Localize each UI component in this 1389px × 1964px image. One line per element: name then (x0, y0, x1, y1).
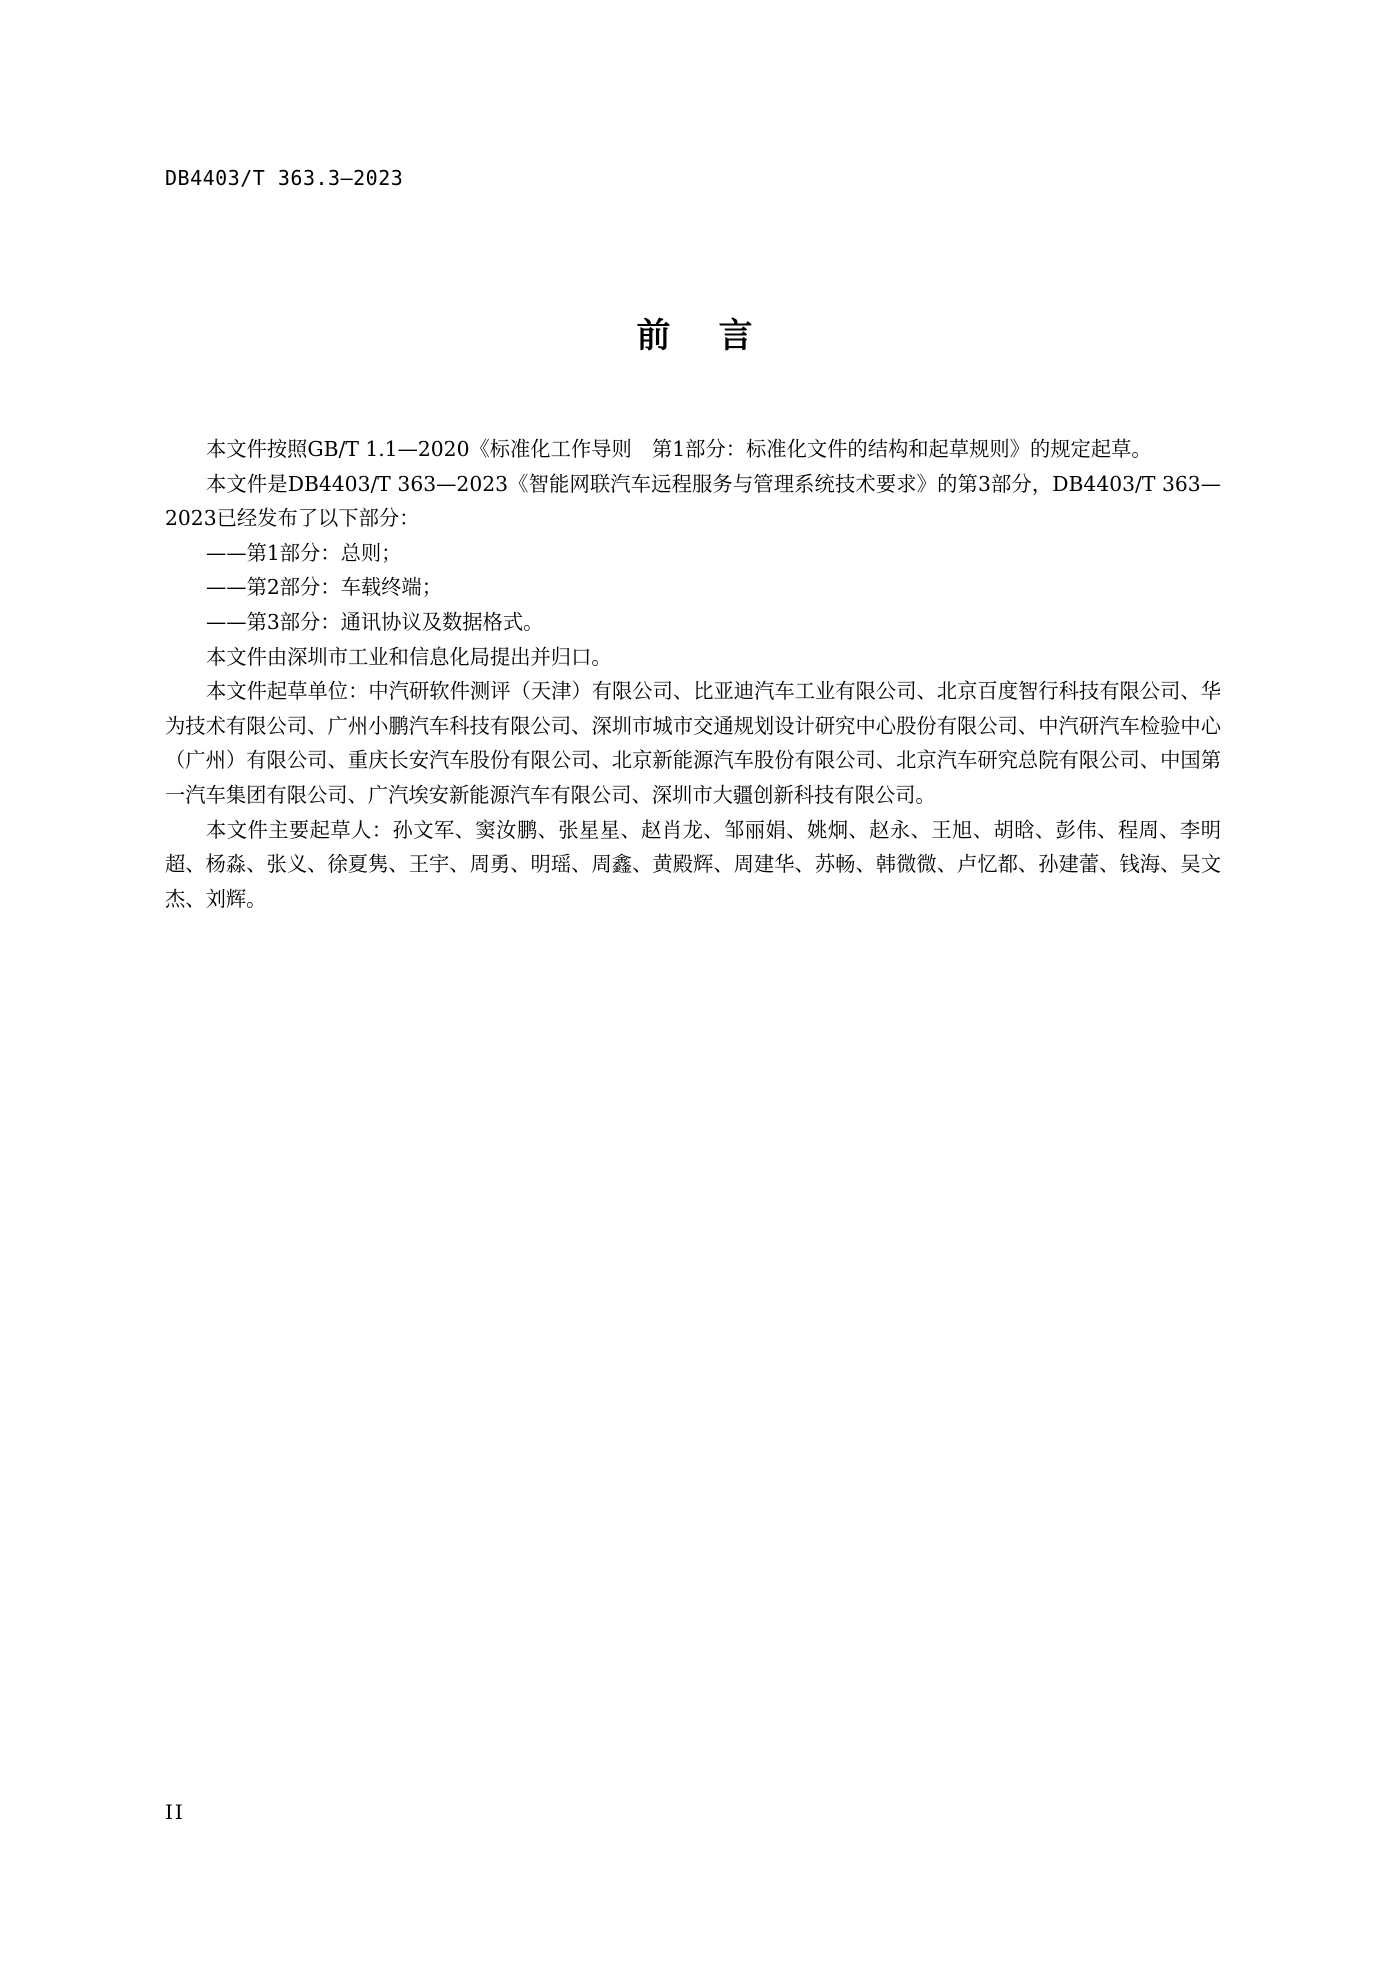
page-number: II (165, 1800, 185, 1824)
foreword-body (165, 432, 1221, 916)
paragraph-drafters: 本文件主要起草人：孙文军、窦汝鹏、张星星、赵肖龙、邹丽娟、姚炯、赵永、王旭、胡晗、彭伟、程周、李明超、杨淼、张义、徐夏隽、王宇、周勇、明瑶、周鑫、黄殿辉、周建华、苏畅、韩微微、卢忆都、孙建蕾、钱海、吴文杰、刘辉。 (165, 817, 1221, 911)
document-code: DB4403/T 363.3—2023 (165, 166, 404, 190)
list-item-part-1: ——第1部分：总则； (206, 540, 402, 565)
list-item-part-3: ——第3部分：通讯协议及数据格式。 (206, 609, 544, 634)
paragraph-proposer: 本文件由深圳市工业和信息化局提出并归口。 (206, 644, 612, 669)
paragraph-drafting-rules: 本文件按照GB/T 1.1—2020《标准化工作导则 第1部分：标准化文件的结构和起草规则》的规定起草。 (206, 437, 1152, 461)
page-title: 前言 (636, 316, 801, 356)
paragraph-parts-intro: 本文件是DB4403/T 363—2023《智能网联汽车远程服务与管理系统技术要求》的第3部分，DB4403/T 363—2023已经发布了以下部分： (165, 471, 1221, 531)
list-item-part-2: ——第2部分：车载终端； (206, 575, 442, 600)
paragraph-drafting-units: 本文件起草单位：中汽研软件测评（天津）有限公司、比亚迪汽车工业有限公司、北京百度智行科技有限公司、华为技术有限公司、广州小鹏汽车科技有限公司、深圳市城市交通规划设计研究中心股份有限公司、中汽研汽车检验中心（广州）有限公司、重庆长安汽车股份有限公司、北京新能源汽车股份有限公司、北京汽车研究总院有限公司、中国第一汽车集团有限公司、广汽埃安新能源汽车有限公司、深圳市大疆创新科技有限公司。 (165, 679, 1221, 807)
